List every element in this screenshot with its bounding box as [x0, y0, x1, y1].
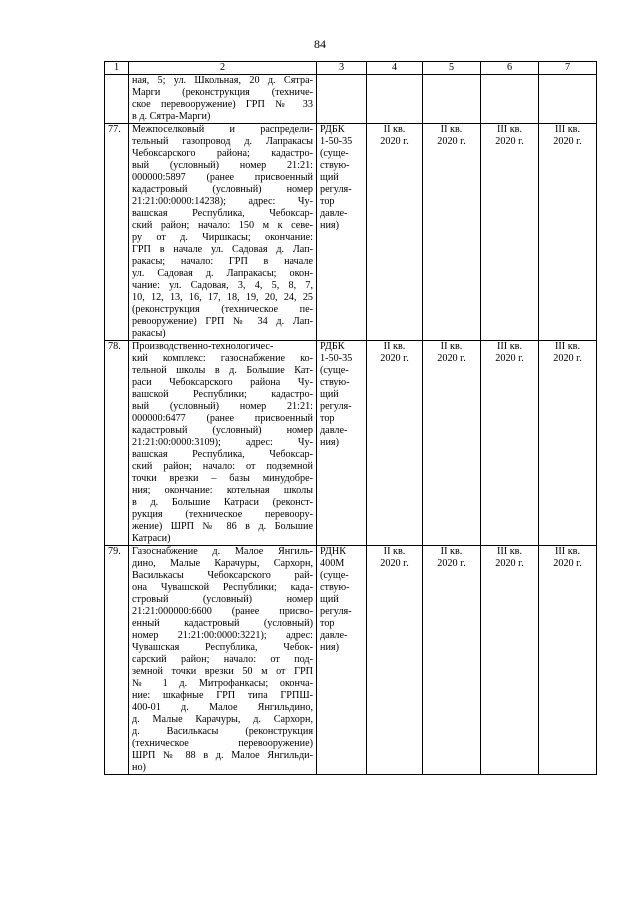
- term-c7: [539, 124, 597, 341]
- equipment-cell: [317, 546, 367, 775]
- description-line: № 1 д. Митрофанкасы; оконча-: [132, 678, 313, 689]
- term-c6: [481, 124, 539, 341]
- column-header: 1: [105, 62, 129, 75]
- column-header: 4: [367, 62, 423, 75]
- object-description: [129, 124, 317, 341]
- description-line: в д. Сятра-Марги): [132, 111, 211, 122]
- term-line: 2020 г.: [380, 558, 409, 569]
- term-line: II кв.: [440, 341, 463, 352]
- equipment-line: РДНК: [320, 546, 347, 557]
- term-line: 2020 г.: [437, 353, 466, 364]
- term-line: 2020 г.: [380, 353, 409, 364]
- table-row: [105, 124, 597, 341]
- description-line: вый (условный) номер 21:21:: [132, 160, 313, 171]
- description-line: ная, 5; ул. Школьная, 20 д. Сятра-: [132, 75, 313, 86]
- description-line: в д. Большие Катраси (реконст-: [132, 497, 313, 508]
- row-number: 79.: [105, 546, 129, 775]
- description-line: чание: ул. Садовая, 3, 4, 5, 8, 7,: [132, 280, 313, 291]
- equipment-line: ния): [320, 220, 339, 231]
- description-line: ния; окончание: котельная школы: [132, 485, 313, 496]
- term-c4: [367, 546, 423, 775]
- description-line: раси Чебоксарского района Чу-: [132, 377, 313, 388]
- column-header: 6: [481, 62, 539, 75]
- equipment-line: ния): [320, 437, 339, 448]
- description-line: ский район; начало: 150 м к севе-: [132, 220, 313, 231]
- term-c6: [481, 75, 539, 124]
- description-line: вашская Республика, Чебоксар-: [132, 208, 313, 219]
- description-line: земной точки врезки 50 м от ГРП: [132, 666, 313, 677]
- description-line: тельной школы в д. Большие Кат-: [132, 365, 313, 376]
- object-description: [129, 546, 317, 775]
- description-line: но): [132, 762, 146, 773]
- description-line: ние: шкафные ГРП типа ГРПШ-: [132, 690, 313, 701]
- term-line: III кв.: [554, 341, 581, 352]
- term-c7: [539, 341, 597, 546]
- description-line: ревооружение) ГРП № 34 д. Лап-: [132, 316, 313, 327]
- equipment-line: (суще-: [320, 148, 349, 159]
- column-header: 7: [539, 62, 597, 75]
- description-line: 21:21:000000:6600 (ранее присво-: [132, 606, 313, 617]
- term-line: 2020 г.: [437, 136, 466, 147]
- description-line: 400-01 д. Малое Янгильдино,: [132, 702, 313, 713]
- equipment-line: регуля-: [320, 401, 352, 412]
- description-line: жение) ШРП № 86 в д. Большие: [132, 521, 313, 532]
- equipment-line: ствую-: [320, 160, 350, 171]
- term-line: 2020 г.: [495, 558, 524, 569]
- description-line: номер 21:21:00:0000:3221); адрес:: [132, 630, 313, 641]
- description-line: 000000:5897 (ранее присвоенный: [132, 172, 313, 183]
- table-row: [105, 75, 597, 124]
- term-c6: [481, 341, 539, 546]
- description-line: 000000:6477 (ранее присвоенный: [132, 413, 313, 424]
- table-row: [105, 341, 597, 546]
- description-line: Чувашская Республика, Чебок-: [132, 642, 313, 653]
- equipment-line: давле-: [320, 208, 348, 219]
- term-line: 2020 г.: [437, 558, 466, 569]
- term-line: II кв.: [440, 124, 463, 135]
- equipment-line: давле-: [320, 630, 348, 641]
- description-line: Катраси): [132, 533, 171, 544]
- description-line: ский район; начало: от подземной: [132, 461, 313, 472]
- description-line: 21:21:00:0000:14238); адрес: Чу-: [132, 196, 313, 207]
- description-line: точки врезки – базы минудобре-: [132, 473, 313, 484]
- description-line: 21:21:00:0000:3109); адрес: Чу-: [132, 437, 313, 448]
- row-number: 77.: [105, 124, 129, 341]
- description-line: Василькасы Чебоксарского рай-: [132, 570, 313, 581]
- description-line: ГРП в начале ул. Садовая д. Лап-: [132, 244, 313, 255]
- description-line: ру от д. Чиршкасы; окончание:: [132, 232, 313, 243]
- term-c7: [539, 546, 597, 775]
- description-line: кий комплекс: газоснабжение ко-: [132, 353, 313, 364]
- equipment-line: ствую-: [320, 377, 350, 388]
- object-description: [129, 341, 317, 546]
- equipment-line: 1-50-35: [320, 136, 353, 147]
- description-line: ШРП № 88 в д. Малое Янгильди-: [132, 750, 313, 761]
- column-header: 5: [423, 62, 481, 75]
- description-line: стровый (условный) номер: [132, 594, 313, 605]
- term-line: 2020 г.: [553, 558, 582, 569]
- description-line: д. Василькасы (реконструкция: [132, 726, 313, 737]
- description-line: д. Малые Карачуры, д. Сархорн,: [132, 714, 313, 725]
- description-line: вый (условный) номер 21:21:: [132, 401, 313, 412]
- term-c5: [423, 546, 481, 775]
- equipment-line: 400М: [320, 558, 345, 569]
- equipment-line: ствую-: [320, 582, 350, 593]
- description-line: ское перевооружение) ГРП № 33: [132, 99, 313, 110]
- description-line: Производственно-технологичес-: [132, 341, 274, 352]
- term-c6: [481, 546, 539, 775]
- term-c5: [423, 341, 481, 546]
- description-line: кадастровый (условный) номер: [132, 425, 313, 436]
- term-line: II кв.: [440, 546, 463, 557]
- description-line: ул. Садовая д. Лапракасы; окон-: [132, 268, 313, 279]
- equipment-line: щий: [320, 389, 339, 400]
- equipment-line: регуля-: [320, 184, 352, 195]
- equipment-cell: [317, 124, 367, 341]
- term-line: III кв.: [496, 124, 523, 135]
- description-line: Марги (реконструкция (техниче-: [132, 87, 313, 98]
- term-line: II кв.: [383, 341, 406, 352]
- table-row: [105, 546, 597, 775]
- equipment-line: РДБК: [320, 341, 345, 352]
- schedule-table: [104, 61, 597, 775]
- term-line: 2020 г.: [553, 353, 582, 364]
- term-line: II кв.: [383, 546, 406, 557]
- equipment-line: РДБК: [320, 124, 345, 135]
- term-line: 2020 г.: [495, 353, 524, 364]
- description-line: (техническое перевооружение): [132, 738, 313, 749]
- equipment-line: ния): [320, 642, 339, 653]
- row-number: 78.: [105, 341, 129, 546]
- description-line: енный кадастровый (условный): [132, 618, 313, 629]
- row-number: [105, 75, 129, 124]
- description-line: вашская Республика, Чебоксар-: [132, 449, 313, 460]
- description-line: Газоснабжение д. Малое Янгиль-: [132, 546, 313, 557]
- description-line: она Чувашской Республики; када-: [132, 582, 313, 593]
- term-line: 2020 г.: [380, 136, 409, 147]
- term-c4: [367, 124, 423, 341]
- page-number: 84: [314, 37, 326, 51]
- term-c5: [423, 75, 481, 124]
- description-line: Межпоселковый и распредели-: [132, 124, 313, 135]
- equipment-line: (суще-: [320, 365, 349, 376]
- term-c4: [367, 75, 423, 124]
- term-c5: [423, 124, 481, 341]
- description-line: дино, Малые Карачуры, Сархорн,: [132, 558, 313, 569]
- description-line: ракасы): [132, 328, 166, 339]
- equipment-line: тор: [320, 196, 335, 207]
- equipment-line: тор: [320, 618, 335, 629]
- term-c4: [367, 341, 423, 546]
- column-number-header-row: [105, 62, 597, 75]
- term-line: III кв.: [554, 546, 581, 557]
- description-line: Чебоксарского района; кадастро-: [132, 148, 313, 159]
- term-line: 2020 г.: [495, 136, 524, 147]
- description-line: сарский район; начало: от под-: [132, 654, 313, 665]
- term-line: III кв.: [496, 341, 523, 352]
- equipment-cell: [317, 341, 367, 546]
- equipment-line: давле-: [320, 425, 348, 436]
- column-header: 2: [129, 62, 317, 75]
- equipment-line: (суще-: [320, 570, 349, 581]
- term-line: III кв.: [496, 546, 523, 557]
- column-header: 3: [317, 62, 367, 75]
- description-line: вашской Республики; кадастро-: [132, 389, 313, 400]
- term-c7: [539, 75, 597, 124]
- term-line: 2020 г.: [553, 136, 582, 147]
- description-line: ракасы; начало: ГРП в начале: [132, 256, 313, 267]
- equipment-line: 1-50-35: [320, 353, 353, 364]
- equipment-line: щий: [320, 172, 339, 183]
- equipment-line: щий: [320, 594, 339, 605]
- description-line: кадастровый (условный) номер: [132, 184, 313, 195]
- term-line: II кв.: [383, 124, 406, 135]
- description-line: (реконструкция (техническое пе-: [132, 304, 313, 315]
- description-line: рукция (техническое перевоору-: [132, 509, 313, 520]
- equipment-cell: [317, 75, 367, 124]
- equipment-line: регуля-: [320, 606, 352, 617]
- term-line: III кв.: [554, 124, 581, 135]
- object-description: [129, 75, 317, 124]
- description-line: 10, 12, 13, 16, 17, 18, 19, 20, 24, 25: [132, 292, 313, 303]
- description-line: тельный газопровод д. Лапракасы: [132, 136, 313, 147]
- equipment-line: тор: [320, 413, 335, 424]
